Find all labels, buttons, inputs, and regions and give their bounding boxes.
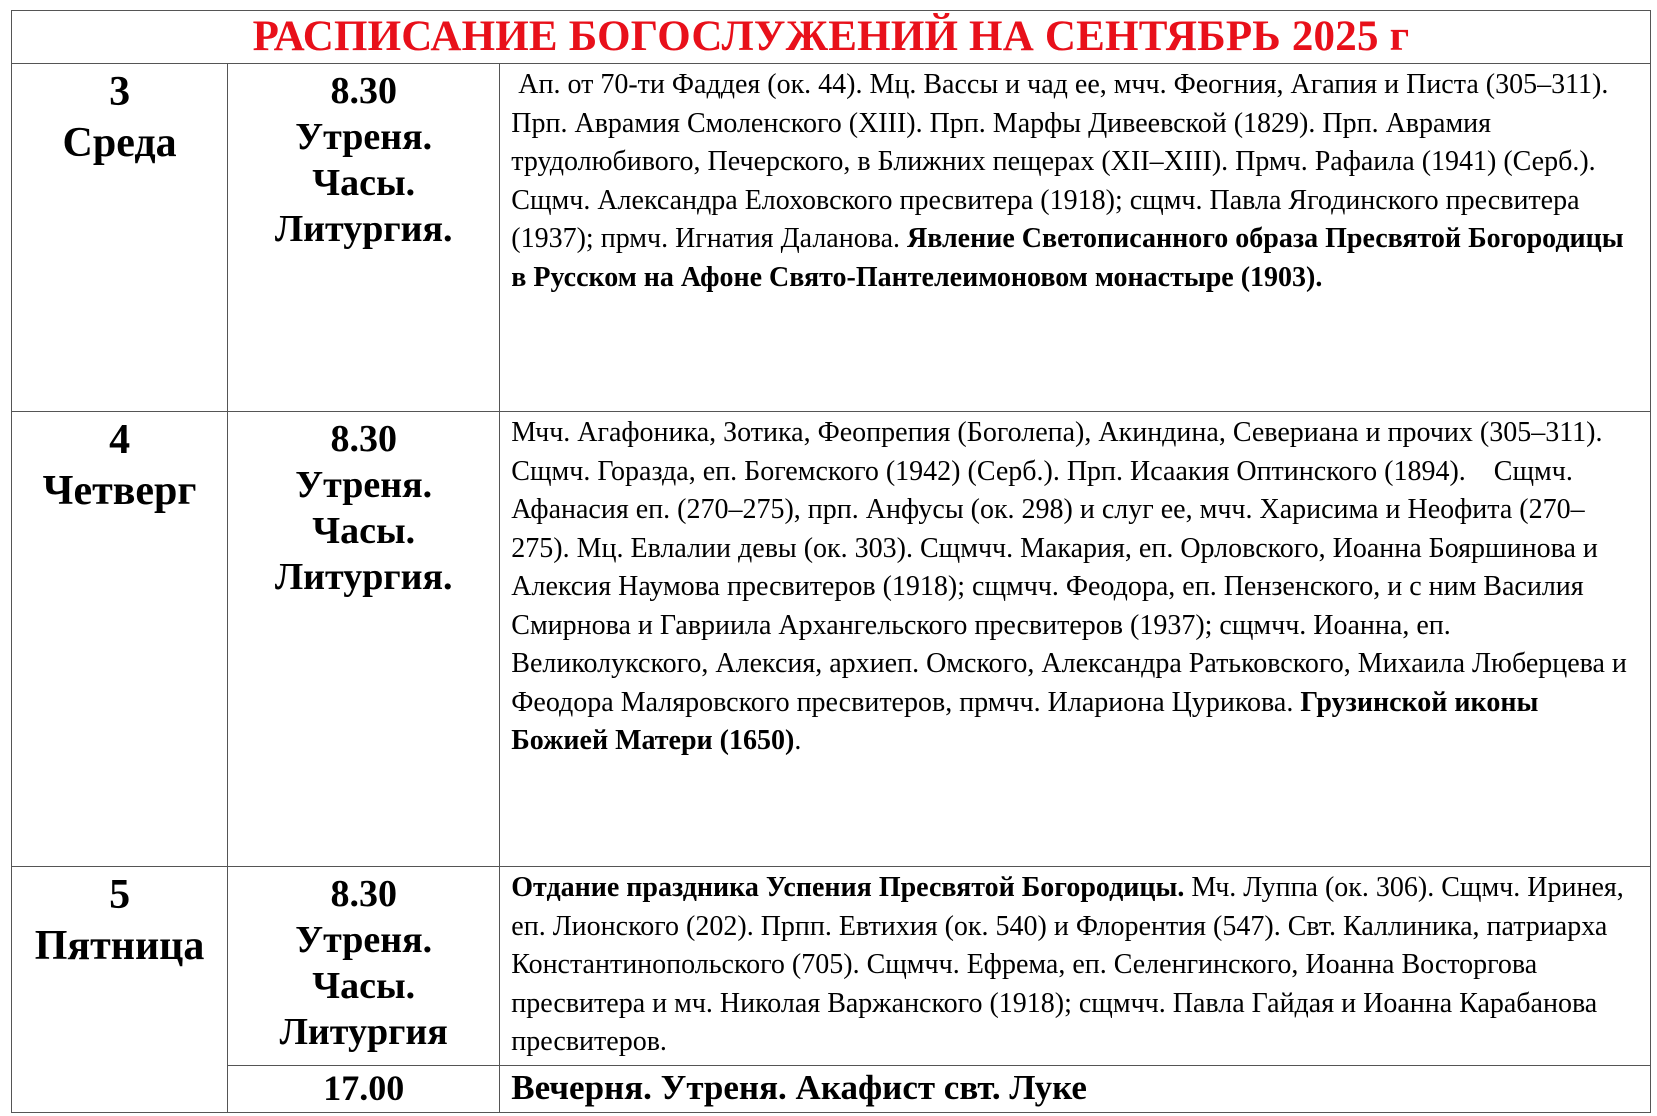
service-time: 8.30 [330,418,397,460]
day-number: 3 [109,69,131,115]
evening-services: Вечерня. Утреня. Акафист свт. Луке [500,1066,1651,1113]
weekday-label: Среда [62,120,177,166]
schedule-table [11,10,1651,1113]
title-cell [12,11,1651,64]
feast-highlight: Грузинской иконы Божией Матери (1650) [511,686,1539,756]
day-cell [12,64,228,412]
feast-highlight: Явление Светописанного образа Пресвятой Богородицы в Русском на Афоне Свято-Пантелеимоновом монастыре (1903). [511,223,1624,293]
weekday-label: Четверг [42,468,197,514]
time-cell [228,412,500,867]
weekday-label: Пятница [34,923,205,969]
table-row [12,412,1651,867]
schedule-sheet [11,10,1651,1113]
service-name: Утреня. [295,116,433,158]
service-time: 8.30 [330,873,397,915]
service-name: Часы. [312,965,416,1007]
table-row [12,1066,1651,1113]
table-row [12,867,1651,1066]
service-name: Часы. [312,510,416,552]
service-time: 8.30 [330,70,397,112]
commemoration-cell [500,412,1651,867]
commemoration-cell [500,64,1651,412]
commemoration-text: Мч. Луппа (ок. 306). Сщмч. Иринея, еп. Лионского (202). Прпп. Евтихия (ок. 540) и Флорентия (547). Свт. Каллиника, патриарха Константинопольского (705). Сщмчч. Ефрема, еп. Селенгинского, Иоанна Восторгова пресвитера и мч. Николая Варжанского (1918); сщмчч. Павла Гайдая и Иоанна Карабанова пресвитеров. [511,872,1631,1057]
evening-time: 17.00 [228,1066,500,1113]
service-name: Часы. [312,162,416,204]
commemoration-text-after: . [794,725,802,756]
table-row [12,64,1651,412]
service-name: Литургия. [274,208,453,250]
service-name: Утреня. [295,464,433,506]
service-name: Утреня. [295,919,433,961]
time-cell [228,867,500,1066]
day-cell [12,867,228,1113]
commemoration-cell [500,867,1651,1066]
time-cell [228,64,500,412]
commemoration-text: Мчч. Агафоника, Зотика, Феопрепия (Боголепа), Акиндина, Севериана и прочих (305–311). Сщмч. Горазда, еп. Богемского (1942) (Серб.). Прп. Исаакия Оптинского (1894). Сщмч. Афанасия еп. (270–275), прп. Анфусы (ок. 298) и слуг ее, мчч. Харисима и Неофита (270–275). Мц. Евлалии девы (ок. 303). Сщмчч. Макария, еп. Орловского, Иоанна Бояршинова и Алексия Наумова пресвитеров (1918); сщмчч. Феодора, еп. Пензенского, и с ним Василия Смирнова и Гавриила Архангельского пресвитеров (1937); сщмчч. Иоанна, еп. Великолукского, Алексия, архиеп. Омского, Александра Ратьковского, Михаила Люберцева и Феодора Маляровского пресвитеров, прмчч. Илариона Цурикова. [511,417,1634,718]
day-number: 4 [109,417,131,463]
service-name: Литургия [279,1011,448,1053]
commemoration-text: Ап. от 70-ти Фаддея (ок. 44). Мц. Вассы и чад ее, мчч. Феогния, Агапия и Писта (305–311). Прп. Аврамия Смоленского (XIII). Прп. Марфы Дивеевской (1829). Прп. Аврамия трудолюбивого, Печерского, в Ближних пещерах (XII–XIII). Прмч. Рафаила (1941) (Серб.). Сщмч. Александра Елоховского пресвитера (1918); сщмч. Павла Ягодинского пресвитера (1937); прмч. Игнатия Даланова. [511,69,1616,254]
feast-highlight: Отдание праздника Успения Пресвятой Богородицы. [511,872,1185,903]
service-name: Литургия. [274,556,453,598]
day-number: 5 [109,872,131,918]
page-title: РАСПИСАНИЕ БОГОСЛУЖЕНИЙ НА СЕНТЯБРЬ 2025 г [252,13,1410,60]
day-cell [12,412,228,867]
